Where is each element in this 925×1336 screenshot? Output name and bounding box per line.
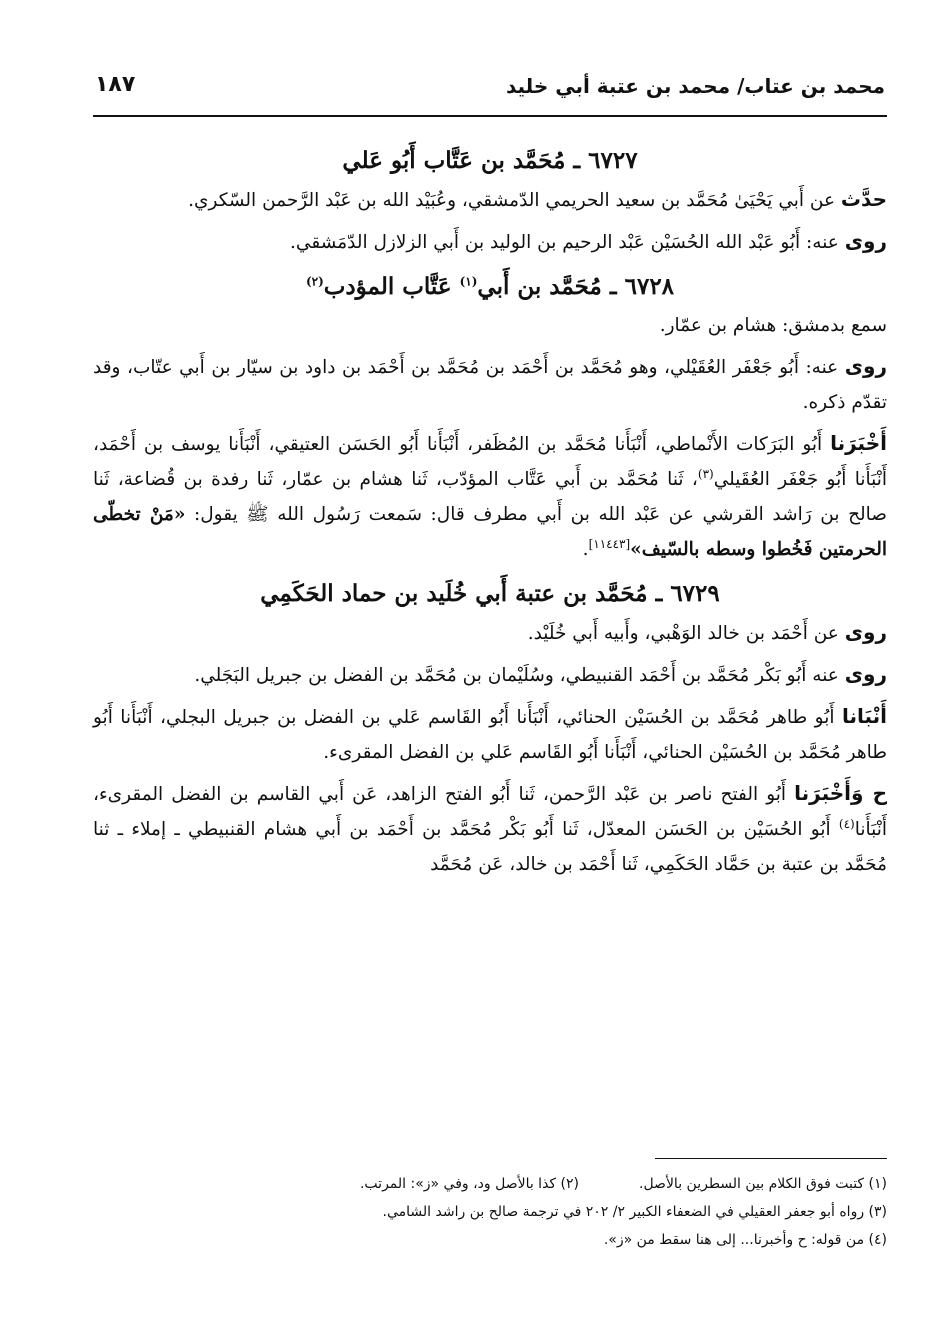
footnote-row [93,1226,887,1254]
footnote-ref-3: (٣) [697,466,714,481]
entry-6729-paragraph-4 [93,776,887,882]
lead-word: حدَّث [840,187,887,211]
entry-6729-paragraph-2 [93,657,887,693]
paragraph-text: عنه: أَبُو جَعْفَر العُقَيْلي، وهو مُحَمَّد بن أَحْمَد بن مُحَمَّد بن أَحْمَد بن داود بن سيّار بن أَبي عتّاب، وقد تقدّم ذكره. [93,357,887,413]
lead-word: ح وَأَخْبَرَنا [794,781,887,805]
title-text: عَتَّاب المؤدب [323,273,460,300]
running-title: محمد بن عتاب/ محمد بن عتبة أبي خليد [505,74,885,98]
footnotes [93,1170,887,1254]
paragraph-end: . [582,539,589,560]
entry-6728-paragraph-1: سمع بدمشق: هشام بن عمّار. [659,315,887,336]
paragraph-text: عن أَحْمَد بن خالد الوَهْبي، وأَبيه أَبي خُلَيْد. [527,623,845,644]
header-rule [93,115,887,117]
footnote-3: (٣) رواه أبو جعفر العقيلي في الضعفاء الكبير ٢/ ٢٠٢ في ترجمة صالح بن راشد الشامي. [382,1204,887,1220]
main-text [93,140,887,888]
footnote-ref-2: (٢) [305,274,324,289]
entry-6729-paragraph-1 [93,615,887,651]
lead-word: أَنْبَانا [841,704,887,728]
hadith-quote: «مَنْ تخطّى الحرمتين فَخُطوا وسطه بالسّيف» [93,504,887,560]
footnote-1: (١) كتبت فوق الكلام بين السطرين بالأصل. [639,1176,887,1192]
paragraph-text: عن أَبي يَحْيَىٰ مُحَمَّد بن سعيد الحريمي الدّمشقي، وعُبَيْد الله بن عَبْد الرَّحمن السّكري. [188,190,841,211]
footnote-spacer [579,1170,639,1198]
paragraph-text: أَبُو البَرَكات الأَنْماطي، أَنْبَأَنا مُحَمَّد بن المُظَفر، أَنْبَأَنا أَبُو الحَسَن العتيقي، أَنْبَأَنا يوسف بن أَحْمَد، أَنْبَأَنا أَبُو جَعْفَر العُقَيلي [93,434,887,490]
lead-word: أَخْبَرَنا [830,431,887,455]
entry-6728-paragraph-2 [93,349,887,420]
footnote-ref-1: (١) [459,274,478,289]
reference-number: [١١٤٤٣] [588,536,631,551]
entry-6728-paragraph-3 [93,426,887,567]
paragraph-text: أَبُو الفتح ناصر بن عَبْد الرَّحمن، ثَنا أَبُو الفتح الزاهد، عَن أَبي القاسم بن الفضل المقرىء، أَنْبَأَنا [93,784,887,840]
footnote-2: (٢) كذا بالأصل ود، وفي «ز»: المرتب. [359,1176,579,1192]
lead-word: روى [844,354,887,378]
page-number: ١٨٧ [95,72,136,97]
footnote-rule [655,1158,887,1159]
paragraph-text: أَبُو طاهر مُحَمَّد بن الحُسَيْن الحنائي، أَنْبَأَنا أَبُو القَاسم عَلي بن الفضل بن جبريل البجلي، أَنْبَأَنا أَبُو طاهر مُحَمَّد بن الحُسَيْن الحنائي، أَنْبَأَنا أَبُو القَاسم عَلي بن الفضل المقرىء. [93,707,887,763]
paragraph-text: ، ثَنا مُحَمَّد بن أَبي عَتَّاب المؤدّب، ثَنا هشام بن عمّار، ثَنا رفدة بن قُضاعة، ثَنا صالح بن رَاشد القرشي عن عَبْد الله بن أَبي مطرف قال: سَمعت رَسُول الله ﷺ يقول: [93,469,887,525]
paragraph-text: عنه أَبُو بَكْر مُحَمَّد بن أَحْمَد القنبيطي، وسُلَيْمان بن مُحَمَّد بن الفضل بن جبريل البَجَلي. [194,665,845,686]
paragraph-text: أَبُو الحُسَيْن بن الحَسَن المعدّل، ثَنا أَبُو بَكْر مُحَمَّد بن أَحْمَد بن أَبي هشام القنبيطي ـ إملاء ـ ثنا مُحَمَّد بن عتبة بن حَمَّاد الحَكَمِي، ثَنا أَحْمَد بن خالد، عَن مُحَمَّد [93,819,887,875]
footnote-row [93,1170,887,1198]
paragraph-text: عنه: أَبُو عَبْد الله الحُسَيْن عَبْد الرحيم بن الوليد بن أَبي الزلازل الدّمَشقي. [290,232,845,253]
lead-word: روى [844,620,887,644]
lead-word: روى [844,662,887,686]
footnote-4: (٤) من قوله: ح وأخبرنا... إلى هنا سقط من «ز». [603,1232,887,1248]
entry-6727-paragraph-2 [93,224,887,260]
lead-word: روى [844,229,887,253]
entry-title-6727: ٦٧٢٧ ـ مُحَمَّد بن عَتَّاب أَبُو عَلي [342,147,638,174]
entry-6729-paragraph-3 [93,699,887,770]
title-text: ٦٧٢٨ ـ مُحَمَّد بن أَبي [477,273,675,300]
entry-title-6729: ٦٧٢٩ ـ مُحَمَّد بن عتبة أَبي خُلَيد بن حماد الحَكَمِي [260,580,720,607]
entry-6727-paragraph-1 [93,182,887,218]
footnote-ref-4: (٤) [838,816,855,831]
footnote-row [93,1198,887,1226]
entry-title-6728 [93,266,887,308]
page-header [95,68,885,112]
